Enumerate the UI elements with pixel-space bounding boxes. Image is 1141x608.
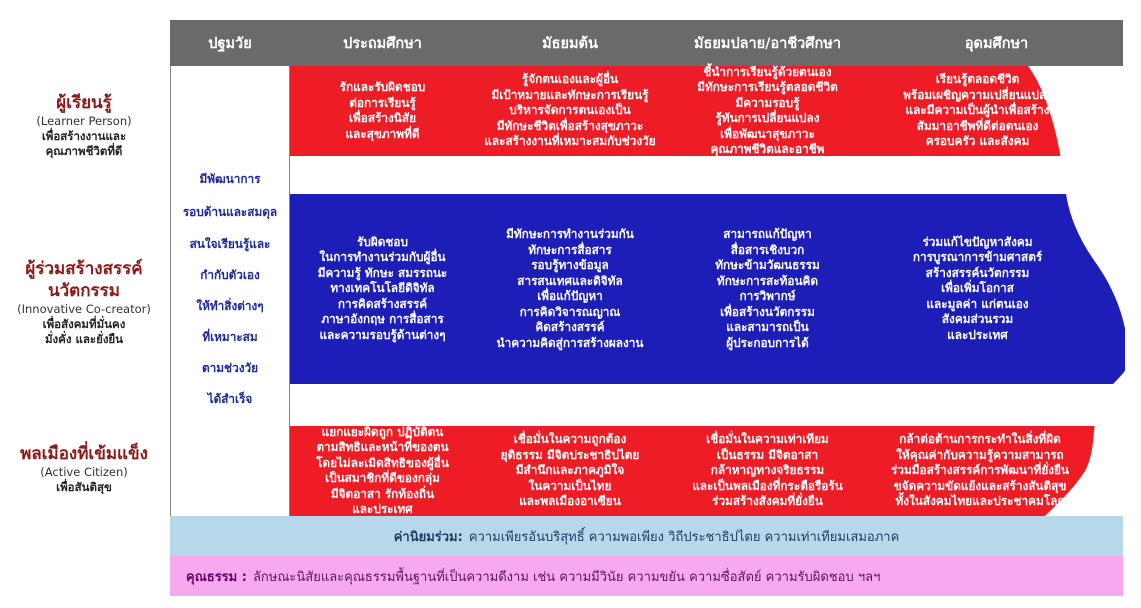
text-line: การคิดสร้างสรรค์ bbox=[337, 296, 428, 311]
text-line: สัมมาอาชีพที่ดีต่อตนเอง bbox=[916, 118, 1039, 133]
text-line: มีทักษะการทำงานร่วมกัน bbox=[506, 227, 634, 241]
text-line: ร่วมสร้างสังคมที่ยั่งยืน bbox=[712, 494, 823, 509]
early-item: รอบด้านและสมดุล bbox=[182, 205, 278, 219]
text-line: แยกแยะผิดถูก ปฏิบัติตน bbox=[321, 424, 444, 439]
text-line: ให้คุณค่ากับความรู้ความสามารถ bbox=[896, 447, 1064, 462]
text-line: มีสำนึกและภาคภูมิใจ bbox=[515, 463, 625, 478]
virtue-label: คุณธรรม : bbox=[186, 569, 247, 585]
text-line: ยุติธรรม มีจิตประชาธิปไตย bbox=[500, 447, 640, 462]
text-line: ภาษาอังกฤษ การสื่อสาร bbox=[321, 312, 444, 327]
text-line: เพื่อพัฒนาสุขภาวะ bbox=[720, 126, 815, 141]
learner-lower-secondary bbox=[475, 66, 665, 156]
role-learner-en: (Learner Person) bbox=[36, 114, 132, 128]
text-line: และพลเมืองอาเซียน bbox=[519, 494, 621, 509]
role-citizen bbox=[0, 443, 168, 495]
text-line: บริหารจัดการตนเองเป็น bbox=[509, 103, 631, 118]
text-line: พร้อมเผชิญความเปลี่ยนแปลง bbox=[903, 87, 1052, 102]
text-line: คุณภาพชีวิตและอาชีพ bbox=[710, 142, 825, 156]
text-line: การบูรณาการข้ามศาสตร์ bbox=[912, 250, 1043, 265]
role-learner bbox=[0, 92, 168, 159]
text-line: และสร้างงานที่เหมาะสมกับช่วงวัย bbox=[484, 134, 656, 149]
text-line: กล้าหาญทางจริยธรรม bbox=[710, 463, 825, 478]
text-line: ร่วมแก้ไขปัญหาสังคม bbox=[922, 234, 1033, 249]
text-line: เพื่อแก้ปัญหา bbox=[537, 289, 603, 303]
text-line: มีความรอบรู้ bbox=[735, 95, 800, 110]
citizen-primary bbox=[290, 426, 475, 516]
text-line: มีเป้าหมายและทักษะการเรียนรู้ bbox=[491, 87, 649, 102]
text-line: ตามสิทธิและหน้าที่ของตน bbox=[316, 440, 449, 454]
text-line: เชื่อมั่นในความถูกต้อง bbox=[513, 432, 627, 447]
early-item: ได้สำเร็จ bbox=[207, 392, 253, 406]
text-line: ทางเทคโนโลยีดิจิทัล bbox=[330, 281, 435, 296]
header-upper-secondary: มัธยมปลาย/อาชีวศึกษา bbox=[693, 35, 841, 52]
role-innovator bbox=[0, 258, 168, 347]
text-line: ผู้ประกอบการได้ bbox=[726, 335, 809, 350]
text-line: เชื่อมั่นในความเท่าเทียม bbox=[706, 432, 829, 447]
text-line: ในความเป็นไทย bbox=[528, 478, 612, 493]
flag-white-stripe-top bbox=[290, 156, 1125, 194]
citizen-lower-secondary bbox=[475, 426, 665, 516]
text-line: ครอบครัว และสังคม bbox=[925, 134, 1030, 149]
text-line: รับผิดชอบ bbox=[357, 234, 408, 249]
text-line: นำความคิดสู่การสร้างผลงาน bbox=[496, 335, 644, 350]
text-line: ขจัดความขัดแย้งและสร้างสันติสุข bbox=[893, 478, 1067, 493]
innovator-higher-education bbox=[870, 194, 1085, 384]
text-line: ทักษะการสะท้อนคิด bbox=[716, 273, 819, 288]
text-line: เป็นสมาชิกที่ดีของกลุ่ม bbox=[325, 471, 440, 485]
learner-primary bbox=[290, 66, 475, 156]
text-line: เพื่อสร้างนิสัย bbox=[348, 111, 416, 125]
text-line: เพื่อสร้างนวัตกรรม bbox=[720, 304, 815, 319]
header-primary: ประถมศึกษา bbox=[343, 35, 422, 52]
virtue-bar bbox=[170, 556, 1123, 596]
text-line: และมีความเป็นผู้นำเพื่อสร้าง bbox=[905, 103, 1050, 118]
text-line: กล้าต่อต้านการกระทำในสิ่งที่ผิด bbox=[899, 432, 1061, 447]
text-line: การคิดวิจารณญาณ bbox=[519, 304, 621, 319]
text-line: รักและรับผิดชอบ bbox=[339, 80, 426, 94]
text-line: สร้างสรรค์นวัตกรรม bbox=[925, 265, 1030, 280]
innovator-primary bbox=[290, 194, 475, 384]
text-line: สังคมส่วนรวม bbox=[941, 312, 1014, 327]
citizen-upper-secondary bbox=[665, 426, 870, 516]
text-line: รู้จักตนเองและผู้อื่น bbox=[521, 72, 619, 87]
role-citizen-title: พลเมืองที่เข้มแข็ง bbox=[20, 444, 148, 464]
role-learner-purpose-1: เพื่อสร้างงานและ bbox=[41, 129, 127, 143]
virtue-text: ลักษณะนิสัยและคุณธรรมพื้นฐานที่เป็นความดีงาม เช่น ความมีวินัย ความขยัน ความซื่อสัตย์ ความรับผิดชอบ ฯลฯ bbox=[252, 569, 881, 585]
early-item: ให้ทำสิ่งต่างๆ bbox=[196, 299, 264, 313]
text-line: ทักษะการสื่อสาร bbox=[528, 242, 612, 257]
citizen-higher-education bbox=[860, 426, 1100, 516]
text-line: และสามารถเป็น bbox=[726, 320, 809, 334]
text-line: โดยไม่ละเมิดสิทธิของผู้อื่น bbox=[316, 455, 449, 470]
early-item: สนใจเรียนรู้และ bbox=[189, 237, 271, 251]
text-line: และประเทศ bbox=[352, 502, 413, 516]
shared-values-label: ค่านิยมร่วม: bbox=[393, 529, 463, 545]
text-line: สื่อสารเชิงบวก bbox=[730, 242, 805, 257]
text-line: และความรอบรู้ด้านต่างๆ bbox=[319, 327, 446, 342]
header-lower-secondary: มัธยมต้น bbox=[542, 35, 598, 52]
role-innovator-title-1: ผู้ร่วมสร้างสรรค์ bbox=[25, 259, 143, 279]
shared-values-bar bbox=[170, 516, 1123, 556]
header-higher-education: อุดมศึกษา bbox=[964, 35, 1029, 52]
text-line: ร่วมมือสร้างสรรค์การพัฒนาที่ยั่งยืน bbox=[891, 463, 1069, 478]
text-line: เป็นธรรม มีจิตอาสา bbox=[716, 447, 819, 462]
role-innovator-purpose-1: เพื่อสังคมที่มั่นคง bbox=[42, 317, 126, 331]
text-line: คิดสร้างสรรค์ bbox=[535, 320, 605, 334]
role-innovator-purpose-2: มั่งคั่ง และยั่งยืน bbox=[44, 332, 124, 346]
text-line: และมูลค่า แก่ตนเอง bbox=[926, 296, 1029, 311]
early-item: มีพัฒนาการ bbox=[199, 172, 261, 186]
text-line: มีความรู้ ทักษะ สมรรถนะ bbox=[317, 265, 448, 280]
text-line: เพื่อเพิ่มโอกาส bbox=[941, 281, 1014, 296]
text-line: มีทักษะการเรียนรู้ตลอดชีวิต bbox=[697, 80, 838, 94]
text-line: รู้ทันการเปลี่ยนแปลง bbox=[715, 111, 820, 125]
learner-upper-secondary bbox=[665, 66, 870, 156]
text-line: ชี้นำการเรียนรู้ด้วยตนเอง bbox=[703, 64, 832, 79]
shared-values-text: ความเพียรอันบริสุทธิ์ ความพอเพียง วิถีประชาธิปไตย ความเท่าเทียมเสมอภาค bbox=[468, 529, 900, 545]
text-line: ทักษะข้ามวัฒนธรรม bbox=[715, 258, 820, 272]
text-line: การวิพากษ์ bbox=[739, 289, 796, 303]
text-line: สารสนเทศและดิจิทัล bbox=[517, 273, 623, 288]
early-item: ที่เหมาะสม bbox=[202, 330, 258, 344]
text-line: และประเทศ bbox=[947, 327, 1008, 342]
early-childhood-column bbox=[170, 66, 290, 516]
text-line: และเป็นพลเมืองที่กระตือรือร้น bbox=[692, 478, 843, 493]
learner-higher-education bbox=[870, 66, 1085, 156]
role-citizen-purpose: เพื่อสันติสุข bbox=[56, 480, 112, 494]
text-line: และสุขภาพที่ดี bbox=[345, 126, 420, 141]
role-innovator-en: (Innovative Co-creator) bbox=[17, 302, 151, 316]
role-citizen-en: (Active Citizen) bbox=[40, 465, 128, 479]
early-item: กำกับตัวเอง bbox=[200, 268, 260, 282]
innovator-upper-secondary bbox=[665, 194, 870, 384]
text-line: ต่อการเรียนรู้ bbox=[349, 95, 416, 110]
text-line: มีทักษะชีวิตเพื่อสร้างสุขภาวะ bbox=[496, 118, 644, 133]
text-line: ทั้งในสังคมไทยและประชาคมโลก bbox=[895, 494, 1065, 509]
text-line: ในการทำงานร่วมกับผู้อื่น bbox=[319, 250, 446, 265]
role-learner-title: ผู้เรียนรู้ bbox=[56, 93, 112, 113]
role-innovator-title-2: นวัตกรรม bbox=[48, 281, 120, 301]
header-early-childhood: ปฐมวัย bbox=[208, 35, 252, 52]
innovator-lower-secondary bbox=[475, 194, 665, 384]
role-learner-purpose-2: คุณภาพชีวิตที่ดี bbox=[45, 144, 123, 158]
text-line: รอบรู้ทางข้อมูล bbox=[531, 258, 609, 272]
text-line: เรียนรู้ตลอดชีวิต bbox=[935, 72, 1020, 87]
text-line: มีจิตอาสา รักท้องถิ่น bbox=[330, 486, 435, 501]
text-line: สามารถแก้ปัญหา bbox=[723, 227, 812, 241]
early-item: ตามช่วงวัย bbox=[202, 361, 258, 375]
flag-white-stripe-bottom bbox=[290, 384, 1125, 426]
